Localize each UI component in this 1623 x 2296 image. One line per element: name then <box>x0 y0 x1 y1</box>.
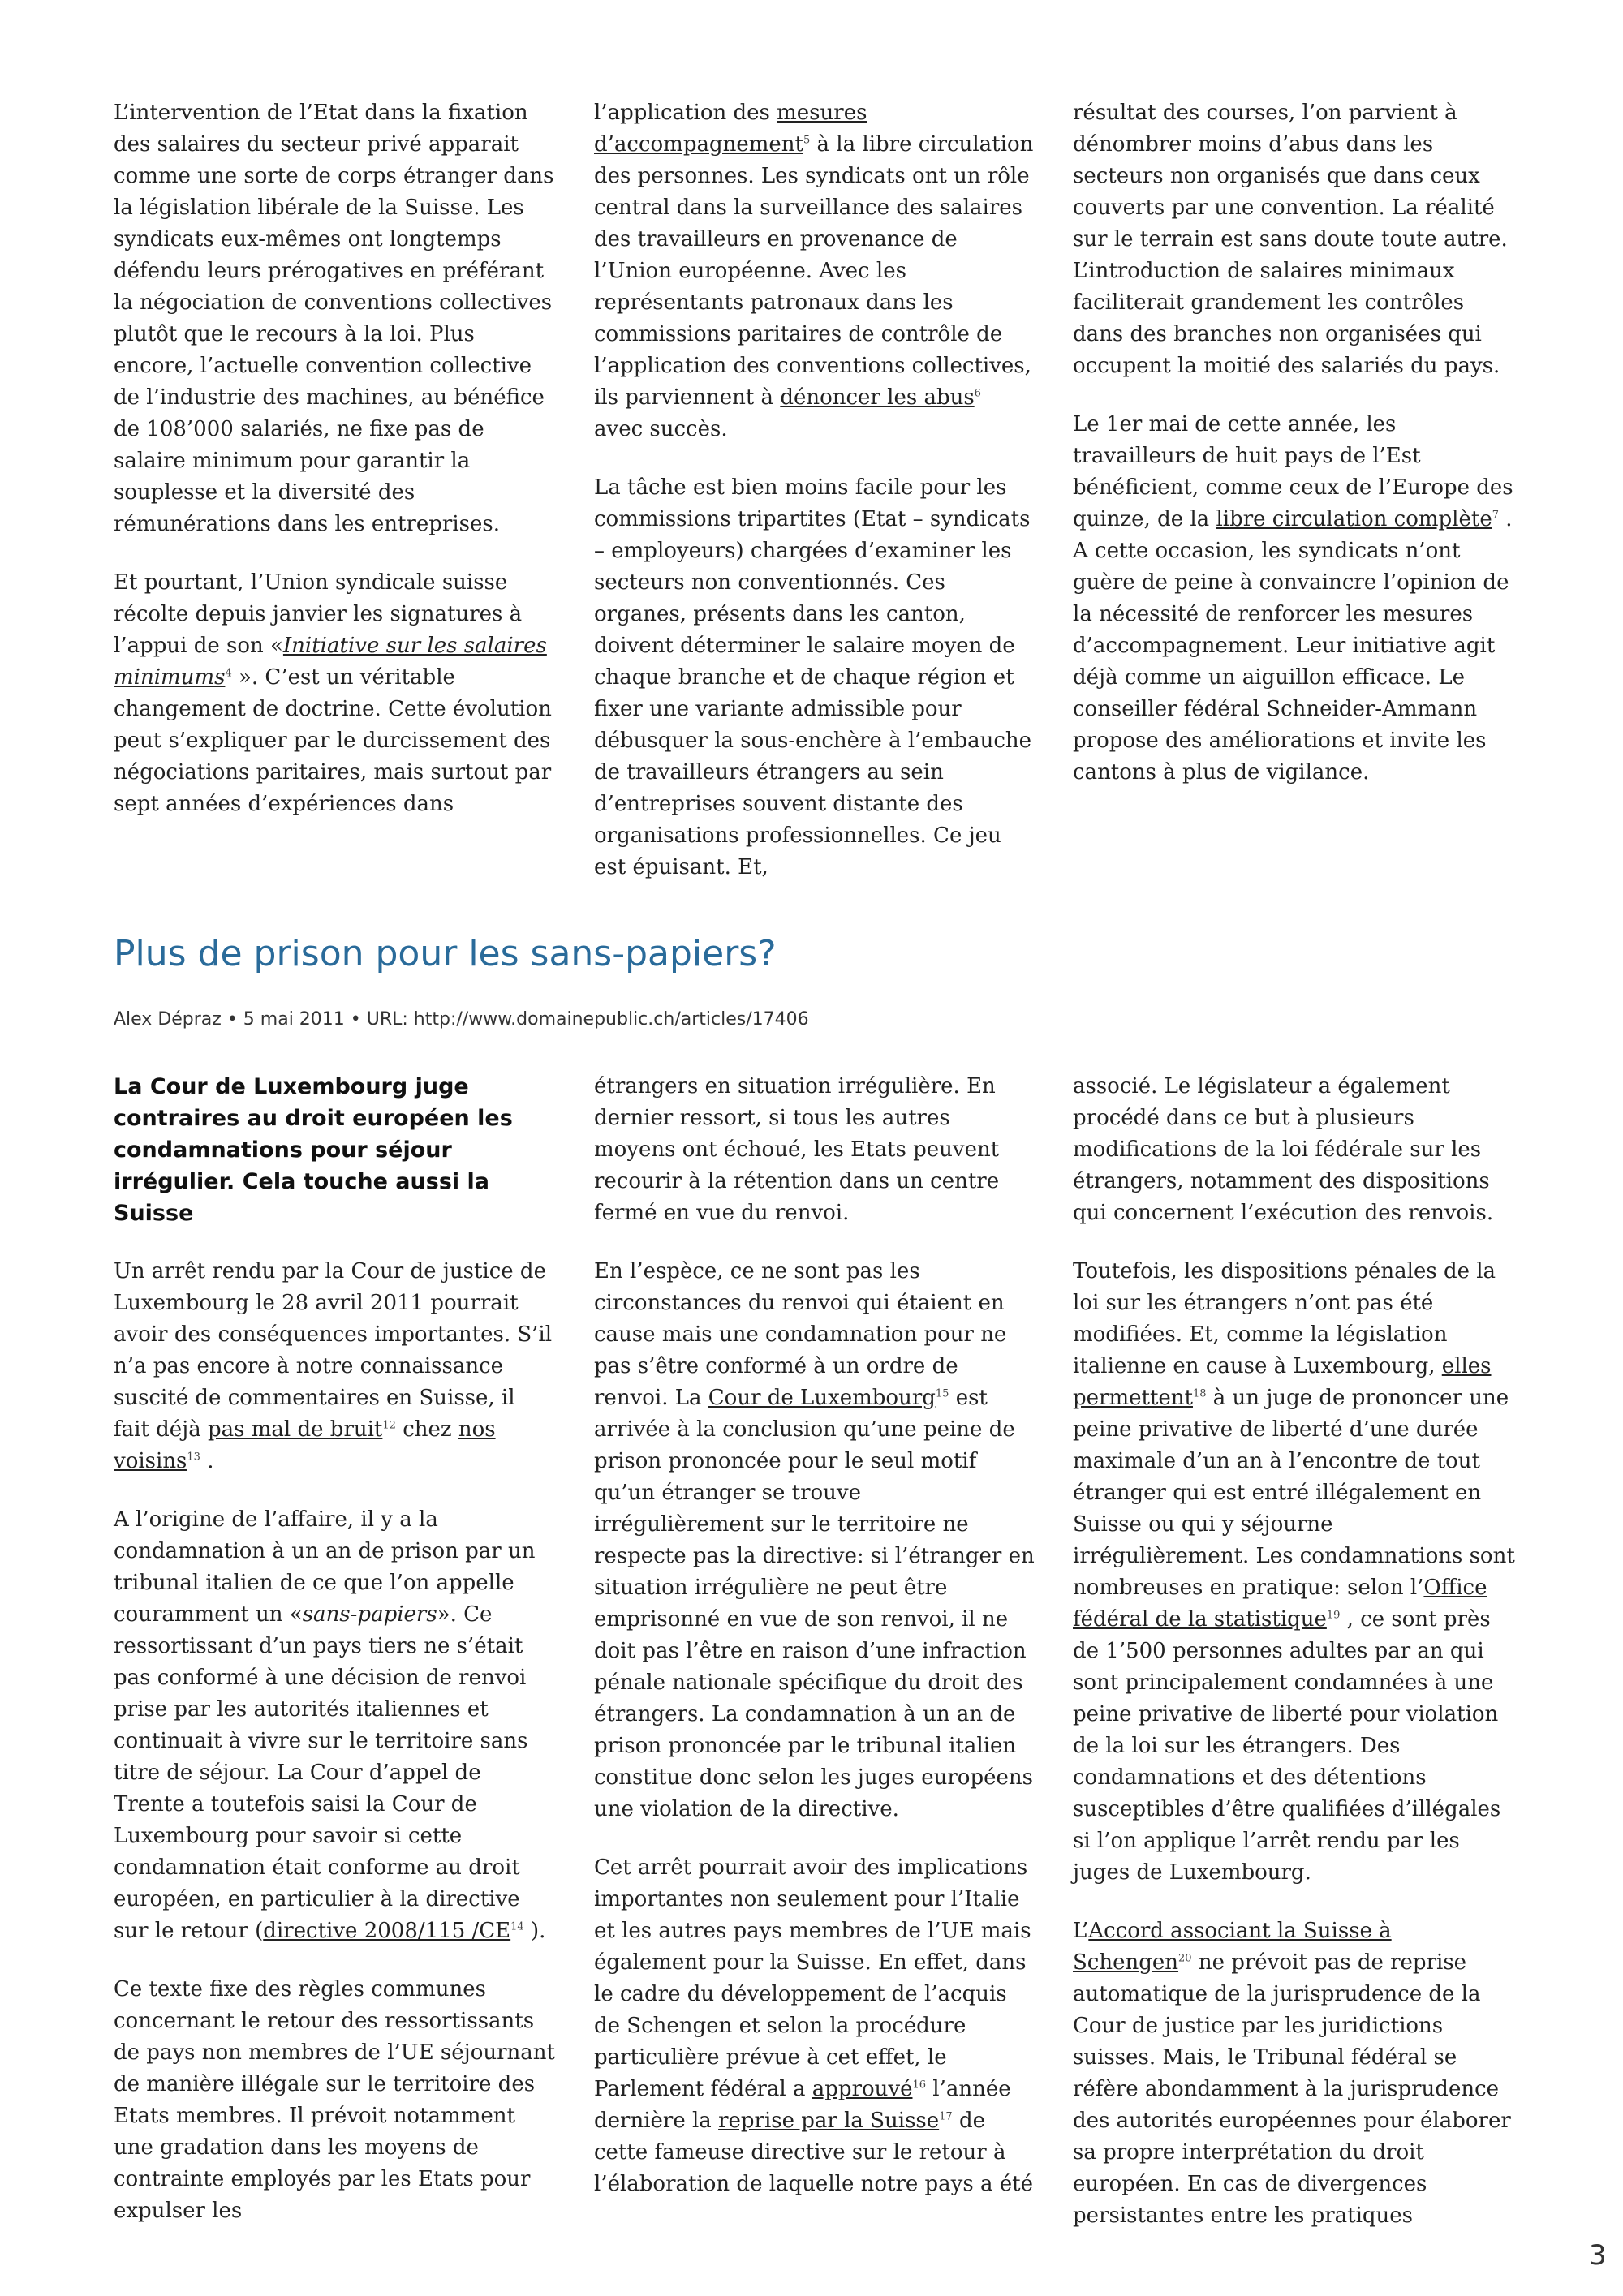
text-run: à un juge de prononcer une peine privative de liberté d’une durée maximale d’un an à l’encontre de tout étranger qui est entré illégalement en Suisse ou qui y séjourne irrégulièrement. Les condamnations sont nombreuses en pratique: selon l’ <box>1073 1386 1515 1600</box>
article2-column-1 <box>114 1071 556 2227</box>
article-lead: La Cour de Luxembourg juge contraires au droit européen les condamnations pour séjour irrégulier. Cela touche aussi la Suisse <box>114 1074 513 1226</box>
text-run: L’ <box>1073 1919 1089 1943</box>
paragraph <box>114 1256 556 1477</box>
link-elles-permettent[interactable]: elles permettent <box>1073 1354 1492 1410</box>
paragraph: résultat des courses, l’on parvient à dénombrer moins d’abus dans les secteurs non organisés que dans ceux couverts par une convention. La réalité sur le terrain est sans doute toute autre. L’introduction de salaires minimaux faciliterait grandement les contrôles dans des branches non organisées qui occupent la moitié des salariés du pays. <box>1073 101 1508 378</box>
link-office-federal-statistique[interactable]: Office fédéral de la statistique <box>1073 1576 1487 1632</box>
text-run: est arrivée à la conclusion qu’une peine de prison prononcée pour le seul motif qu’un étranger se trouve irrégulièrement sur le territoire ne respecte pas la directive: si l’étranger en situation irrégulière ne peut être emprisonné en vue de son renvoi, il ne doit pas l’être en raison d’une infraction pénale nationale spécifique du droit des étrangers. La condamnation à un an de prison prononcée par le tribunal italien constitue donc selon les juges européens une violation de la directive. <box>594 1386 1035 1821</box>
text-run: En l’espèce, ce ne sont pas les circonstances du renvoi qui étaient en cause mais une condamnation pour ne pas s’être conformé à un ordre de renvoi. La <box>594 1259 1007 1410</box>
link-directive-2008-115[interactable]: directive 2008/115 /CE <box>263 1919 511 1943</box>
text-run: Et pourtant, l’Union syndicale suisse récolte depuis janvier les signatures à l’appui de son « <box>114 570 523 658</box>
link-mesures-accompagnement[interactable]: mesures d’accompagnement <box>594 101 867 157</box>
paragraph <box>114 567 556 820</box>
page-number: 3 <box>1589 2239 1607 2272</box>
article1-column-3 <box>1073 97 1515 789</box>
footnote-ref[interactable]: 17 <box>939 2110 953 2123</box>
article-title: Plus de prison pour les sans-papiers? <box>114 933 777 974</box>
paragraph: Ce texte fixe des règles communes concernant le retour des ressortissants de pays non membres de l’UE séjournant de manière illégale sur le territoire des Etats membres. Il prévoit notamment une gradation dans les moyens de contrainte employés par les Etats pour expulser les <box>114 1977 555 2223</box>
footnote-ref[interactable]: 20 <box>1178 1952 1192 1965</box>
footnote-ref[interactable]: 5 <box>803 134 811 147</box>
link-libre-circulation[interactable]: libre circulation complète <box>1216 507 1492 531</box>
text-run: ne prévoit pas de reprise automatique de la jurisprudence de la Cour de justice par les juridictions suisses. Mais, le Tribunal fédéral se réfère abondamment à la jurisprudence des autorités européennes pour élaborer sa propre interprétation du droit européen. En cas de divergences persistantes entre les pratiques <box>1073 1950 1511 2228</box>
paragraph <box>1073 409 1515 789</box>
text-run: ». C’est un véritable changement de doctrine. Cette évolution peut s’expliquer par le durcissement des négociations paritaires, mais surtout par sept années d’expériences dans <box>114 665 552 816</box>
footnote-ref[interactable]: 4 <box>225 667 232 680</box>
text-run: à la libre circulation des personnes. Les syndicats ont un rôle central dans la surveillance des salaires des travailleurs en provenance de l’Union européenne. Avec les représentants patronaux dans les commissions paritaires de contrôle de l’application des conventions collectives, ils parviennent à <box>594 132 1034 410</box>
link-reprise-par-la-suisse[interactable]: reprise par la Suisse <box>718 2109 940 2133</box>
text-run: Le 1er mai de cette année, les travailleurs de huit pays de l’Est bénéficient, comme ceux de l’Europe des quinze, de la <box>1073 412 1513 531</box>
text-run: . <box>200 1449 214 1473</box>
text-run: Un arrêt rendu par la Cour de justice de Luxembourg le 28 avril 2011 pourrait avoir des conséquences importantes. S’il n’a pas encore à notre connaissance suscité de commentaires en Suisse, il fait déjà <box>114 1259 553 1442</box>
article2-column-2 <box>594 1071 1036 2200</box>
link-denoncer-abus[interactable]: dénoncer les abus <box>780 385 975 410</box>
text-run: Toutefois, les dispositions pénales de la loi sur les étrangers n’ont pas été modifiées. Et, comme la législation italienne en cause à Luxembourg, <box>1073 1259 1496 1378</box>
text-run: . A cette occasion, les syndicats n’ont guère de peine à convaincre l’opinion de la nécessité de renforcer les mesures d’accompagnement. Leur initiative agit déjà comme un aiguillon efficace. Le conseiller fédéral Schneider-Ammann propose des améliorations et invite les cantons à plus de vigilance. <box>1073 507 1513 785</box>
footnote-ref[interactable]: 6 <box>974 387 981 400</box>
paragraph <box>594 1852 1036 2200</box>
footnote-ref[interactable]: 14 <box>510 1920 524 1933</box>
footnote-ref[interactable]: 7 <box>1492 509 1499 522</box>
paragraph: étrangers en situation irrégulière. En dernier ressort, si tous les autres moyens ont échoué, les Etats peuvent recourir à la rétention dans un centre fermé en vue du renvoi. <box>594 1074 1000 1225</box>
text-run: l’année dernière la <box>594 2077 1011 2133</box>
article1-column-1 <box>114 97 556 820</box>
paragraph <box>1073 1915 1515 2232</box>
article-byline: Alex Dépraz • 5 mai 2011 • URL: http://www.domainepublic.ch/articles/17406 <box>114 1009 809 1030</box>
link-cour-de-luxembourg[interactable]: Cour de Luxembourg <box>708 1386 936 1410</box>
paragraph <box>594 97 1036 445</box>
paragraph: La tâche est bien moins facile pour les commissions tripartites (Etat – syndicats – employeurs) chargées d’examiner les secteurs non conventionnés. Ces organes, présents dans les canton, doivent déterminer le salaire moyen de chaque branche et de chaque région et fixer une variante admissible pour débusquer la sous-enchère à l’embauche de travailleurs étrangers au sein d’entreprises souvent distante des organisations professionnelles. Ce jeu est épuisant. Et, <box>594 475 1032 879</box>
footnote-ref[interactable]: 16 <box>912 2079 927 2092</box>
text-run: l’application des <box>594 101 777 125</box>
text-run: chez <box>395 1417 458 1442</box>
article2-column-3 <box>1073 1071 1515 2232</box>
footnote-ref[interactable]: 18 <box>1192 1387 1207 1400</box>
footnote-ref[interactable]: 13 <box>187 1451 200 1464</box>
paragraph <box>594 1256 1036 1825</box>
footnote-ref[interactable]: 12 <box>382 1419 396 1432</box>
paragraph <box>114 1504 556 1947</box>
link-approuve[interactable]: approuvé <box>812 2077 913 2101</box>
text-run: de cette fameuse directive sur le retour à l’élaboration de laquelle notre pays a été <box>594 2109 1033 2196</box>
paragraph: L’intervention de l’Etat dans la fixation des salaires du secteur privé apparait comme une sorte de corps étranger dans la législation libérale de la Suisse. Les syndicats eux-mêmes ont longtemps défendu leurs prérogatives en préférant la négociation de conventions collectives plutôt que le recours à la loi. Plus encore, l’actuelle convention collective de l’industrie des machines, au bénéfice de 108’000 salariés, ne fixe pas de salaire minimum pour garantir la souplesse et la diversité des rémunérations dans les entreprises. <box>114 101 554 536</box>
paragraph: associé. Le législateur a également procédé dans ce but à plusieurs modifications de la loi fédérale sur les étrangers, notamment des dispositions qui concernent l’exécution des renvois. <box>1073 1074 1494 1225</box>
paragraph <box>1073 1256 1515 1889</box>
link-pas-mal-de-bruit[interactable]: pas mal de bruit <box>208 1417 383 1442</box>
text-run: A l’origine de l’affaire, il y a la condamnation à un an de prison par un tribunal italien de ce que l’on appelle couramment un « <box>114 1507 536 1627</box>
footnote-ref[interactable]: 19 <box>1326 1609 1341 1622</box>
text-run: , ce sont près de 1’500 personnes adultes par an qui sont principalement condamnées à une peine privative de liberté pour violation de la loi sur les étrangers. Des condamnations et des détentions susceptibles d’être qualifiées d’illégales si l’on applique l’arrêt rendu par les juges de Luxembourg. <box>1073 1607 1501 1885</box>
text-run: Cet arrêt pourrait avoir des implications importantes non seulement pour l’Italie et les autres pays membres de l’UE mais également pour la Suisse. En effet, dans le cadre du développement de l’acquis de Schengen et selon la procédure particulière prévue à cet effet, le Parlement fédéral a <box>594 1855 1031 2101</box>
link-text: Initiative sur les salaires minimums <box>114 634 547 690</box>
link-nos-voisins[interactable]: nos voisins <box>114 1417 496 1473</box>
footnote-ref[interactable]: 15 <box>935 1387 949 1400</box>
emphasis: sans-papiers <box>302 1602 437 1627</box>
text-run: ». Ce ressortissant d’un pays tiers ne s’était pas conformé à une décision de renvoi prise par les autorités italiennes et continuait à vivre sur le territoire sans titre de séjour. La Cour d’appel de Trente a toutefois saisi la Cour de Luxembourg pour savoir si cette condamnation était conforme au droit européen, en particulier à la directive sur le retour ( <box>114 1602 528 1943</box>
link-accord-schengen[interactable]: Accord associant la Suisse à Schengen <box>1073 1919 1392 1975</box>
text-run: ). <box>523 1919 546 1943</box>
article1-column-2 <box>594 97 1036 884</box>
text-run: avec succès. <box>594 417 728 441</box>
